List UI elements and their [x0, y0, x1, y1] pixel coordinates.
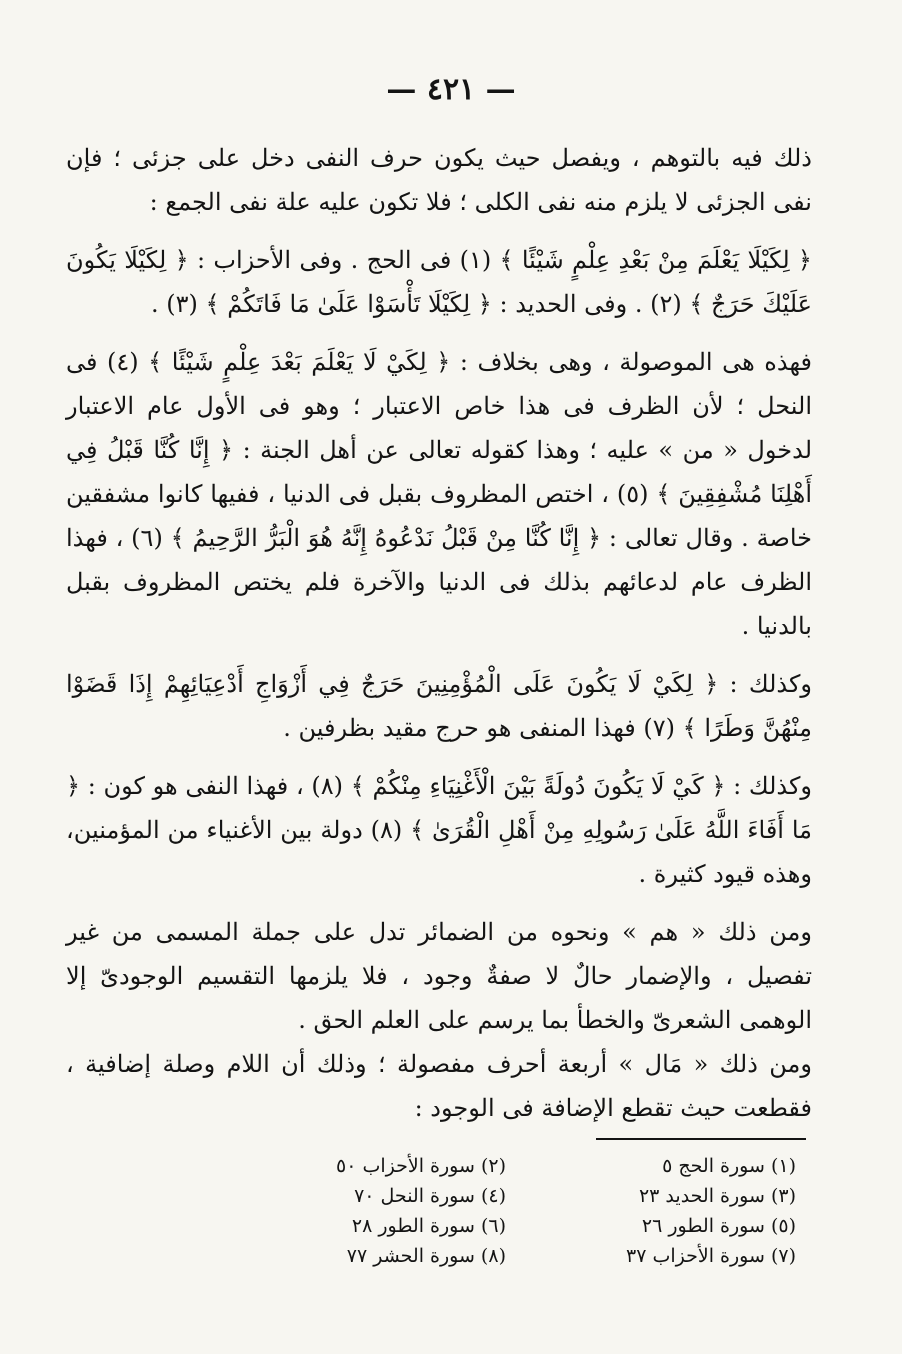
footnote-item: (٢) سورة الأحزاب ٥٠: [336, 1155, 506, 1177]
paragraph-kadhalik-1: وكذلك : ﴿ لِكَيْ لَا يَكُونَ عَلَى الْمُؤْمِنِينَ حَرَجٌ فِي أَزْوَاجِ أَدْعِيَائِهِمْ إِذَا قَضَوْا مِنْهُنَّ وَطَرًا ﴾ (٧) فهذا المنفى هو حرج مقيد بظرفين .: [66, 670, 812, 742]
footnote-item: (٨) سورة الحشر ٧٧: [346, 1245, 506, 1267]
paragraph-kadhalik-2: وكذلك : ﴿ كَيْ لَا يَكُونَ دُولَةً بَيْنَ الْأَغْنِيَاءِ مِنْكُمْ ﴾ (٨) ، فهذا النفى هو كون : ﴿ مَا أَفَاءَ اللَّهُ عَلَىٰ رَسُولِهِ مِنْ أَهْلِ الْقُرَىٰ ﴾ (٨) دولة بين الأغنياء من المؤمنين، وهذه قيود كثيرة .: [66, 772, 812, 888]
footnote-item: (٤) سورة النحل ٧٠: [354, 1185, 506, 1207]
footnotes: [236, 1152, 796, 1270]
footnote-item: (٦) سورة الطور ٢٨: [351, 1215, 506, 1237]
paragraph-hum: ومن ذلك « هم » ونحوه من الضمائر تدل على جملة المسمى من غير تفصيل ، والإضمار حالٌ لا صفةٌ وجود ، فلا يلزمها التقسيم الوجودىّ إلا الوهمى الشعرىّ والخطأ بما يرسم على العلم الحق .: [66, 918, 812, 1034]
paragraph-intro: ذلك فيه بالتوهم ، ويفصل حيث يكون حرف النفى دخل على جزئى ؛ فإن نفى الجزئى لا يلزم منه نفى الكلى ؛ فلا تكون عليه علة نفى الجمع :: [66, 144, 812, 216]
page-number: — ٤٢١ —: [386, 72, 516, 107]
footnote-item: (١) سورة الحج ٥: [662, 1155, 796, 1177]
footnote-item: (٥) سورة الطور ٢٦: [641, 1215, 796, 1237]
body-text: [66, 136, 812, 1130]
footnote-item: (٧) سورة الأحزاب ٣٧: [626, 1245, 796, 1267]
paragraph-mal: ومن ذلك « مَال » أربعة أحرف مفصولة ؛ وذلك أن اللام وصلة إضافية ، فقطعت حيث تقطع الإضافة فى الوجود :: [66, 1050, 812, 1122]
footnote-divider: [596, 1138, 806, 1140]
paragraph-mawsula: فهذه هى الموصولة ، وهى بخلاف : ﴿ لِكَيْ لَا يَعْلَمَ بَعْدَ عِلْمٍ شَيْئًا ﴾ (٤) فى النحل ؛ لأن الظرف فى هذا خاص الاعتبار ؛ وهو فى الأول عام الاعتبار لدخول « من » عليه ؛ وهذا كقوله تعالى عن أهل الجنة : ﴿ إِنَّا كُنَّا قَبْلُ فِي أَهْلِنَا مُشْفِقِينَ ﴾ (٥) ، اختص المظروف بقبل فى الدنيا ، ففيها كانوا مشفقين خاصة . وقال تعالى : ﴿ إِنَّا كُنَّا مِنْ قَبْلُ نَدْعُوهُ إِنَّهُ هُوَ الْبَرُّ الرَّحِيمُ ﴾ (٦) ، فهذا الظرف عام لدعائهم بذلك فى الدنيا والآخرة فلم يختص المظروف بقبل بالدنيا .: [66, 348, 813, 640]
footnote-item: (٣) سورة الحديد ٢٣: [638, 1185, 796, 1207]
paragraph-quran-examples: ﴿ لِكَيْلَا يَعْلَمَ مِنْ بَعْدِ عِلْمٍ شَيْئًا ﴾ (١) فى الحج . وفى الأحزاب : ﴿ لِكَيْلَا يَكُونَ عَلَيْكَ حَرَجٌ ﴾ (٢) . وفى الحديد : ﴿ لِكَيْلَا تَأْسَوْا عَلَىٰ مَا فَاتَكُمْ ﴾ (٣) .: [66, 246, 812, 318]
